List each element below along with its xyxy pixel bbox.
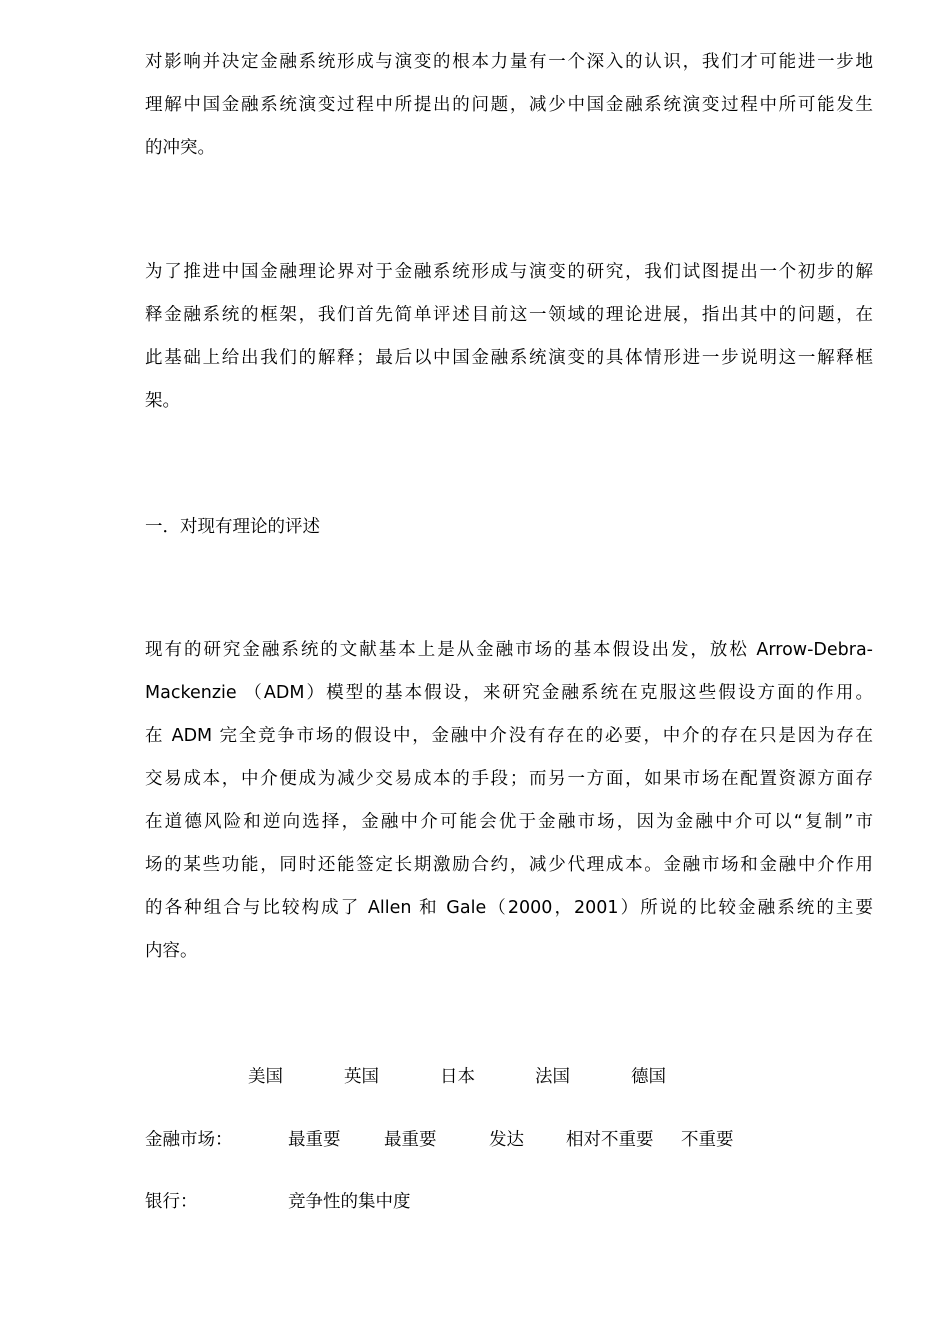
table-cell: 最重要 — [384, 1130, 437, 1150]
paragraph-line: 在 ADM 完全竞争市场的假设中，金融中介没有存在的必要，中介的存在只是因为存在 — [145, 726, 873, 746]
paragraph-line: 释金融系统的框架，我们首先简单评述目前这一领域的理论进展，指出其中的问题，在 — [145, 305, 873, 325]
table-row-label: 银行： — [145, 1192, 198, 1212]
section-heading-text: 一．对现有理论的评述 — [145, 517, 320, 537]
paragraph-1 — [145, 41, 873, 170]
section-heading — [145, 506, 873, 549]
table-cell: 不重要 — [681, 1130, 734, 1150]
table-header-cell: 英国 — [344, 1067, 379, 1087]
paragraph-line: 交易成本，中介便成为减少交易成本的手段；而另一方面，如果市场在配置资源方面存 — [145, 769, 873, 789]
paragraph-line: 的各种组合与比较构成了 Allen 和 Gale（2000，2001）所说的比较金融系统的主要 — [145, 898, 873, 918]
table-header-cell: 德国 — [631, 1067, 666, 1087]
paragraph-line: 在道德风险和逆向选择，金融中介可能会优于金融市场，因为金融中介可以“复制”市 — [145, 812, 873, 832]
paragraph-line: 为了推进中国金融理论界对于金融系统形成与演变的研究，我们试图提出一个初步的解 — [145, 262, 873, 282]
paragraph-line: 内容。 — [145, 941, 198, 961]
table-header-cell: 日本 — [440, 1067, 475, 1087]
paragraph-2 — [145, 251, 873, 423]
paragraph-line: 架。 — [145, 391, 180, 411]
paragraph-line: 场的某些功能，同时还能签定长期激励合约，减少代理成本。金融市场和金融中介作用 — [145, 855, 873, 875]
table-cell: 竞争性的集中度 — [288, 1192, 411, 1212]
table-header-cell: 法国 — [535, 1067, 570, 1087]
table-cell: 发达 — [489, 1130, 524, 1150]
table-cell: 相对不重要 — [566, 1130, 654, 1150]
paragraph-line: 对影响并决定金融系统形成与演变的根本力量有一个深入的认识，我们才可能进一步地 — [145, 52, 873, 72]
table-header-cell: 美国 — [248, 1067, 283, 1087]
paragraph-line: 现有的研究金融系统的文献基本上是从金融市场的基本假设出发，放松 Arrow-Debra- — [145, 640, 873, 660]
table-row-label: 金融市场： — [145, 1130, 233, 1150]
paragraph-line: Mackenzie （ADM）模型的基本假设，来研究金融系统在克服这些假设方面的作用。 — [145, 683, 873, 703]
paragraph-3 — [145, 629, 873, 973]
paragraph-line: 理解中国金融系统演变过程中所提出的问题，减少中国金融系统演变过程中所可能发生 — [145, 95, 873, 115]
paragraph-line: 此基础上给出我们的解释；最后以中国金融系统演变的具体情形进一步说明这一解释框 — [145, 348, 873, 368]
table-cell: 最重要 — [288, 1130, 341, 1150]
paragraph-line: 的冲突。 — [145, 138, 215, 158]
